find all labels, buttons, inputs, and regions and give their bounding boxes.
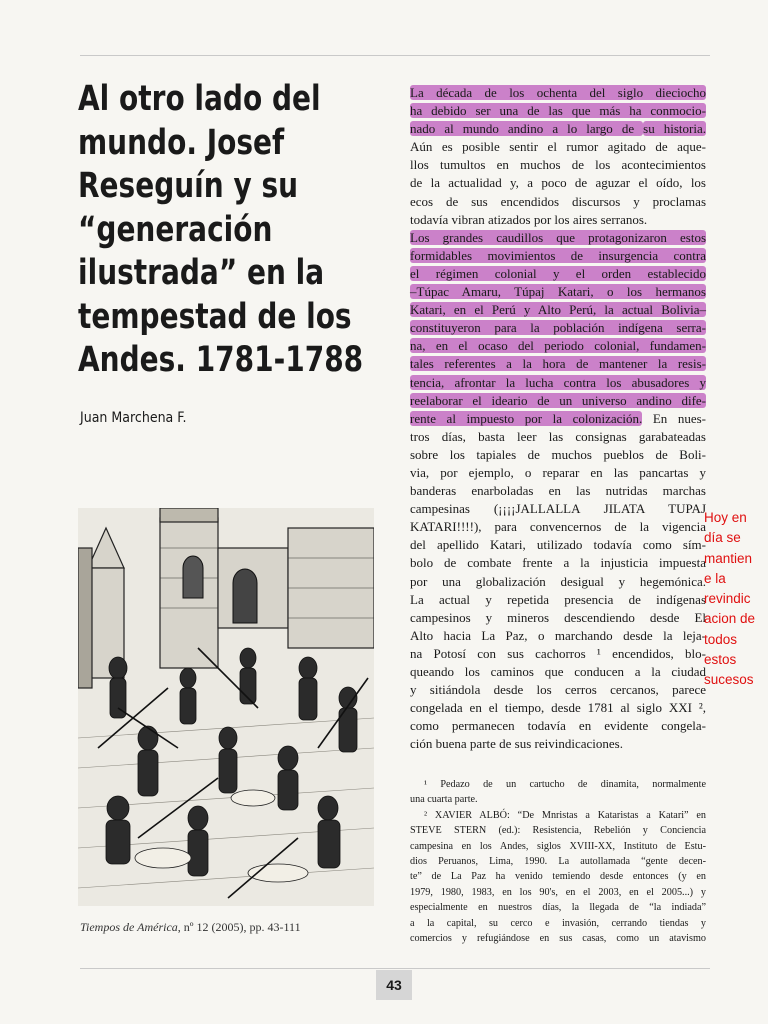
text-line <box>410 591 706 609</box>
annotation-line: revindic <box>704 591 751 607</box>
text-segment: campesinas (¡¡¡¡JALLALLA JILATA TUPAJ <box>410 501 706 517</box>
text-line <box>410 482 706 500</box>
text-line <box>410 410 706 428</box>
annotation-line: Hoy en <box>704 510 747 525</box>
caption-journal: Tiempos de América <box>80 920 178 934</box>
annotation-line: todos <box>704 631 738 647</box>
footnote-line: dios Peruanos, Lima, 1990. La autollamada “gente decen- <box>410 855 706 867</box>
text-line <box>410 536 706 554</box>
text-segment: sobre los tapiales de muchos pueblos de Boli- <box>410 446 706 462</box>
footnote-line: 1979, 1980, 1983, en los 90's, en el 2003, en el 2005...) y <box>410 886 706 898</box>
title-line: Reseguín y su <box>78 166 299 206</box>
text-line <box>410 699 706 717</box>
text-line <box>410 84 706 102</box>
text-segment: de la actualidad y, a poco de aguzar el oído, los <box>410 175 706 191</box>
footnote-line: a la capital, su cerco e invasión, cerrando tiendas y <box>410 917 706 929</box>
highlighted-text: tales referentes a la hora de mantener la resis- <box>410 356 706 372</box>
text-line <box>410 663 706 681</box>
title-line: ilustrada” en la <box>78 253 325 293</box>
text-line <box>410 392 706 410</box>
text-segment: queando los caminos que conducen a la ciudad <box>410 664 706 679</box>
title-line: tempestad de los <box>78 296 352 337</box>
text-line <box>410 428 706 446</box>
highlighted-text: tencia, afrontar la lucha contra los abusadores y <box>410 374 706 390</box>
text-line <box>410 283 706 301</box>
footnote-line: comercios y refugiándose en sus casas, como un atavismo <box>410 932 706 944</box>
highlighted-text: rente al impuesto por la colonización. <box>410 410 643 426</box>
footnote-line: STEVE STERN (ed.): Resistencia, Rebelión y Conciencia <box>410 825 706 837</box>
handwritten-annotation <box>704 508 768 691</box>
text-line <box>410 609 706 627</box>
title-line: mundo. Josef <box>78 122 285 163</box>
text-line <box>410 446 706 464</box>
text-line <box>410 464 706 482</box>
highlighted-text: formidables movimientos de insurgencia contra <box>410 247 706 263</box>
figure-caption <box>80 920 301 935</box>
text-line <box>410 717 706 735</box>
text-line <box>410 627 706 645</box>
text-segment: como permanecen todavía en evidente congela- <box>410 718 706 734</box>
text-segment: todavía vibran atizados por los aires serranos. <box>410 211 648 227</box>
text-segment: Aún es posible sentir el rumor agitado de aque- <box>410 139 706 155</box>
highlighted-text: constituyeron para la población indígena serra- <box>410 320 706 336</box>
footnote-line: especialmente en nuestros días, la llegada de “la indiada” <box>410 902 706 914</box>
text-line <box>410 120 706 138</box>
footnote-line: una cuarta parte. <box>410 794 478 806</box>
text-segment: via, por ejemplo, o reparar en las pancartas y <box>410 464 706 480</box>
text-segment: congelada en el tiempo, desde 1781 al siglo XXI ², <box>410 700 706 716</box>
footnotes <box>410 777 706 946</box>
highlighted-text: –Túpac Amaru, Túpaj Katari, o los hermanos <box>410 284 706 300</box>
text-line <box>410 573 706 591</box>
text-segment: por una globalización desigual y hegemónica. <box>410 573 706 589</box>
highlighted-text: ha debido ser una de las que más ha conmocio- <box>410 103 706 119</box>
annotation-line: acion de <box>704 611 756 627</box>
highlighted-text: Los grandes caudillos que protagonizaron estos <box>410 229 706 245</box>
text-line <box>410 156 706 174</box>
page-number: 43 <box>376 970 412 1000</box>
annotation-line: sucesos <box>704 672 754 688</box>
text-line <box>410 247 706 265</box>
text-line <box>410 211 706 229</box>
text-line <box>410 735 706 753</box>
text-line <box>410 337 706 355</box>
text-line <box>410 518 706 536</box>
title-line: Andes. 1781-1788 <box>78 340 364 380</box>
text-segment: En nues- <box>642 410 706 426</box>
text-line <box>410 319 706 337</box>
footnote-line: te” de La Paz ha venido temiendo desde entonces (y en <box>410 871 706 883</box>
text-line <box>410 374 706 392</box>
author-name: Juan Marchena F. <box>80 410 187 426</box>
text-line <box>410 174 706 192</box>
text-segment: campesinos y mineros descendiendo desde El <box>410 609 706 625</box>
text-line <box>410 355 706 373</box>
caption-details: , nº 12 (2005), pp. 43-111 <box>177 920 301 934</box>
text-segment: tros días, basta leer las consignas garabateadas <box>410 428 706 444</box>
highlighted-text: Katari, en el Perú y Alto Perú, la actual Bolivia– <box>410 302 706 318</box>
body-paragraph <box>410 84 706 753</box>
text-segment: y sitiándola desde los cerros cercanos, parece <box>410 682 706 698</box>
text-line <box>410 554 706 572</box>
highlighted-text: na, en el ocaso del periodo colonial, fundamen- <box>410 338 706 354</box>
text-line <box>410 102 706 120</box>
footnote-line: campesina en los Andes, siglos XVIII-XX, Instituto de Estu- <box>410 840 706 852</box>
text-segment: na Potosí con sus cachorros ¹ encendidos, blo- <box>410 645 706 661</box>
footnote-line: ² XAVIER ALBÓ: “De Mnristas a Kataristas a Katari” en <box>424 809 706 821</box>
title-line: “generación <box>78 209 273 250</box>
text-line <box>410 500 706 518</box>
bottom-rule <box>80 968 710 969</box>
annotation-line: estos <box>704 652 737 668</box>
text-line <box>410 645 706 663</box>
text-segment: banderas enarboladas en las nutridas marchas <box>410 483 706 499</box>
text-segment: KATARI!!!!), para convencernos de la vigencia <box>410 519 706 535</box>
highlighted-text: su historia. <box>643 121 706 137</box>
text-segment: ecos de sus encendidos discursos y proclamas <box>410 193 706 209</box>
text-line <box>410 138 706 156</box>
text-segment: bolo de combate frente a la injusticia impuesta <box>410 555 706 571</box>
text-line <box>410 301 706 319</box>
highlighted-text: reelaborar el ideario de un universo andino dife- <box>410 392 706 408</box>
title-line: Al otro lado del <box>78 79 321 119</box>
text-segment: La actual y repetida presencia de indígenas <box>410 591 706 607</box>
text-line <box>410 193 706 211</box>
annotation-line: e la <box>704 570 726 586</box>
annotation-line: mantien <box>704 550 753 566</box>
text-line <box>410 265 706 283</box>
highlighted-text: el régimen colonial y el orden establecido <box>410 265 706 281</box>
top-rule <box>80 55 710 56</box>
article-title <box>78 78 364 383</box>
text-segment: ción buena parte de sus reivindicaciones. <box>410 736 623 752</box>
text-line <box>410 681 706 699</box>
text-segment: Alto hacia La Paz, o marchando desde la leja- <box>410 627 706 643</box>
highlighted-text: La década de los ochenta del siglo dieciocho <box>410 85 706 100</box>
annotation-line: día se <box>704 530 741 546</box>
highlighted-text: nado al mundo andino a lo largo de <box>410 121 644 137</box>
engraving-illustration <box>78 508 374 906</box>
text-segment: del apellido Katari, utilizado todavía como sím- <box>410 537 706 553</box>
text-line <box>410 229 706 247</box>
footnote-line: ¹ Pedazo de un cartucho de dinamita, normalmente <box>424 779 706 790</box>
text-segment: llos tumultos en muchos de los acontecimientos <box>410 157 706 173</box>
